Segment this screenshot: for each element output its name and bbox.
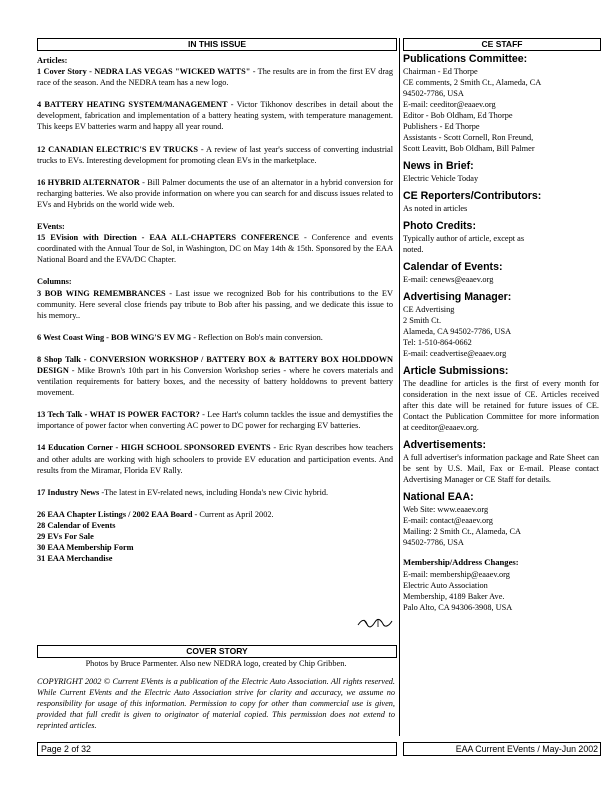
toc-entry-title [37, 145, 198, 154]
toc-entry-title [37, 521, 115, 530]
toc-entry-title [37, 543, 134, 552]
column-divider [399, 38, 400, 736]
cover-story-header [37, 645, 397, 658]
columns-list [37, 288, 393, 498]
cover-story-credit: Photos by Bruce Parmenter. Also new NEDRA logo, created by Chip Gribben. [85, 659, 347, 668]
staff-line: Editor - Bob Oldham, Ed Thorpe [403, 111, 513, 120]
cover-story-section [37, 658, 395, 732]
toc-entry-description: - Bill Palmer documents the use of an alternator in a hybrid conversion for recharging batteries. We also provide information on where you can search for and discuss issues related to EVs and Hybrids on the world wide web. [37, 177, 393, 209]
toc-entry [37, 409, 393, 431]
toc-entry-heading: EAA Merchandise [47, 554, 113, 564]
in-this-issue-title: IN THIS ISSUE [187, 39, 247, 49]
toc-entry-title [37, 100, 228, 109]
toc-entry-heading: BOB WING REMEMBRANCES [44, 288, 166, 298]
publications-committee-lines [403, 66, 599, 154]
toc-entry-title [37, 178, 140, 187]
staff-line: Alameda, CA 94502-7786, USA [403, 327, 512, 336]
toc-entry-description: - Lee Hart's column tackles the issue and demystifies the importance of power factor when converting AC power to DC power for recharging EV batteries. [37, 410, 393, 431]
toc-entry [37, 520, 393, 531]
toc-entry [37, 232, 393, 265]
membership-heading: Membership/Address Changes: [403, 557, 519, 567]
toc-entry-page: 31 [37, 554, 46, 564]
cover-story-title: COVER STORY [186, 646, 248, 656]
article-submissions-text: The deadline for articles is the first of every month for consideration in the next issue of CE. Articles received after this date will be retained for future issues of CE. Contact the Publication Committee for more information at ceeditor@eaaev.org. [403, 379, 599, 432]
calendar-heading: Calendar of Events: [403, 261, 503, 273]
news-in-brief-lines [403, 173, 599, 184]
toc-entry-description: - Last issue we recognized Bob for his contributions to the EV community. Here several close friends pay tribute to Bob after his passing, and we dedicate this issue to his memory.. [37, 288, 393, 320]
in-this-issue-column [37, 55, 393, 564]
toc-entry-page: 16 [37, 177, 46, 187]
staff-line: E-mail: cenews@eaaev.org [403, 275, 494, 284]
advertisements-heading: Advertisements: [403, 439, 487, 451]
toc-entry [37, 66, 393, 88]
advertising-manager-lines [403, 304, 599, 359]
toc-entry-heading: Cover Story - NEDRA LAS VEGAS "WICKED WATTS" [43, 67, 251, 77]
staff-line: Scott Leavitt, Bob Oldham, Bill Palmer [403, 144, 535, 153]
toc-entry-description: - Reflection on Bob's main conversion. [191, 332, 323, 342]
copyright-notice: COPYRIGHT 2002 © Current EVents is a publication of the Electric Auto Association. All rights reserved. While Current EVents and the Electric Auto Association strive for clarity and accuracy, we assume no responsibility for usage of this information. Permission to copy for other than commercial use is given, provided that full credit is given to originator of material copied. This permission does not extend to reprinted articles. [37, 677, 395, 731]
toc-entry-heading: HYBRID ALTERNATOR [47, 177, 140, 187]
toc-entry-page: 6 [37, 332, 42, 342]
toc-entry-description: - Victor Tikhonov describes in detail about the development, fabrication and implementation of a battery heating system, with temperature management. This keeps EV batteries warm and happy all year round. [37, 100, 393, 132]
staff-line: 94502-7786, USA [403, 538, 464, 547]
national-eaa-heading: National EAA: [403, 491, 474, 503]
toc-entry-page: 14 [37, 443, 46, 453]
events-heading: EVents: [37, 222, 65, 232]
ce-staff-column [403, 53, 599, 613]
listings-list [37, 509, 393, 564]
toc-entry [37, 144, 393, 166]
toc-entry-description: - Conference and events coordinated with the Annual Tour de Sol, in Washington, DC on May 14th & 15th. Sponsored by the EAA National Board and the EVA/DC Chapter. [37, 233, 393, 265]
toc-entry [37, 288, 393, 321]
toc-entry-heading: EAA Chapter Listings / 2002 EAA Board [47, 509, 193, 519]
photo-credits-heading: Photo Credits: [403, 220, 476, 232]
toc-entry [37, 99, 393, 132]
reporters-heading: CE Reporters/Contributors: [403, 190, 542, 202]
national-eaa-lines [403, 504, 599, 548]
toc-entry [37, 354, 393, 398]
toc-entry-title [37, 289, 166, 298]
toc-entry-page: 1 [37, 67, 42, 77]
staff-line: Electric Auto Association [403, 581, 488, 590]
photo-credits-lines [403, 233, 599, 255]
toc-entry-page: 13 [37, 410, 46, 420]
footer-issue-box [403, 742, 601, 756]
staff-line: Assistants - Scott Cornell, Ron Freund, [403, 133, 534, 142]
advertising-manager-heading: Advertising Manager: [403, 291, 512, 303]
events-list [37, 232, 393, 265]
staff-line: Mailing: 2 Smith Ct., Alameda, CA [403, 527, 521, 536]
toc-entry-description: - Eric Ryan describes how teachers and other adults are working with high schoolers to provide EV education and participation events. And results from the Miramar, Florida EV Rally. [37, 443, 393, 475]
toc-entry-heading: EVs For Sale [47, 532, 94, 541]
staff-line: Electric Vehicle Today [403, 174, 479, 183]
toc-entry-title [37, 410, 200, 419]
advertisements-text: A full advertiser's information package and Rate Sheet can be sent by U.S. Mail, Fax or E-mail. Please contact Advertising Manager or CE Staff for details. [403, 453, 599, 484]
in-this-issue-header [37, 38, 397, 51]
toc-entry-page: 17 [37, 487, 46, 497]
toc-entry-title [37, 443, 271, 452]
toc-entry-heading: Shop Talk - CONVERSION WORKSHOP / BATTERY BOX & BATTERY BOX HOLDDOWN DESIGN [37, 354, 393, 375]
toc-entry [37, 531, 393, 542]
toc-entry-page: 3 [37, 288, 42, 298]
toc-entry-page: 12 [37, 144, 46, 154]
staff-line: 94502-7786, USA [403, 89, 464, 98]
toc-entry-description: - Mike Brown's 10th part in his Conversion Workshop series - where he covers materials and ventilation requirements for battery boxes, and the necessity of battery holddowns to prevent battery movement. [37, 365, 393, 398]
toc-entry-heading: Industry News [47, 487, 100, 497]
toc-entry-page: 8 [37, 354, 42, 364]
toc-entry [37, 553, 393, 564]
news-in-brief-heading: News in Brief: [403, 160, 474, 172]
toc-entry [37, 332, 393, 343]
toc-entry-heading: West Coast Wing - BOB WING'S EV MG [43, 332, 192, 342]
toc-entry [37, 509, 393, 520]
staff-line: E-mail: contact@eaaev.org [403, 516, 493, 525]
toc-entry-title [37, 488, 99, 497]
toc-entry-description: - The results are in from the first EV drag race of the season. And the NEDRA team has a new logo. [37, 67, 394, 88]
staff-line: Web Site: www.eaaev.org [403, 505, 489, 514]
columns-heading: Columns: [37, 277, 72, 287]
staff-line: As noted in articles [403, 204, 468, 213]
toc-entry-page: 15 [37, 233, 46, 243]
toc-entry-heading: EVision with Direction - EAA ALL-CHAPTERS CONFERENCE [50, 233, 299, 243]
ce-staff-title: CE STAFF [481, 39, 523, 49]
staff-line: Palo Alto, CA 94306-3908, USA [403, 603, 513, 612]
publications-committee-heading: Publications Committee: [403, 53, 528, 65]
toc-entry-title [37, 333, 191, 342]
toc-entry-page: 26 [37, 509, 46, 519]
page-number: Page 2 of 32 [41, 744, 91, 754]
toc-entry-title [37, 532, 94, 541]
staff-line: CE comments, 2 Smith Ct., Alameda, CA [403, 78, 542, 87]
toc-entry-title [37, 233, 299, 242]
toc-entry-title [37, 510, 192, 519]
footer-page-box [37, 742, 397, 756]
toc-entry-description: - Current as April 2002. [192, 509, 274, 519]
article-submissions-heading: Article Submissions: [403, 365, 509, 377]
toc-entry [37, 487, 393, 498]
staff-line: Tel: 1-510-864-0662 [403, 338, 472, 347]
ce-staff-header [403, 38, 601, 51]
toc-entry [37, 177, 393, 210]
issue-label: EAA Current EVents / May-Jun 2002 [455, 744, 598, 754]
toc-entry-title [37, 67, 250, 76]
toc-entry-page: 29 [37, 532, 46, 541]
calendar-lines [403, 274, 599, 285]
staff-line: CE Advertising [403, 305, 455, 314]
staff-line: E-mail: ceeditor@eaaev.org [403, 100, 496, 109]
toc-entry-heading: EAA Membership Form [47, 543, 134, 553]
reporters-lines [403, 203, 599, 214]
toc-entry-page: 30 [37, 543, 46, 553]
toc-entry-description: - A review of last year's success of converting industrial trucks to EVs. Interesting development for promoting clean EVs in the marketplace. [37, 144, 393, 165]
staff-line: E-mail: membership@eaaev.org [403, 570, 510, 579]
staff-line: Typically author of article, except as [403, 234, 525, 243]
toc-entry-heading: Calendar of Events [47, 520, 116, 530]
toc-entry-title [37, 554, 112, 563]
toc-entry-heading: Tech Talk - WHAT IS POWER FACTOR? [47, 410, 200, 420]
staff-line: 2 Smith Ct. [403, 316, 442, 325]
toc-entry-description: -The latest in EV-related news, including Honda's new Civic hybrid. [99, 487, 329, 497]
toc-entry-page: 28 [37, 520, 46, 530]
articles-heading: Articles: [37, 56, 68, 65]
toc-entry-heading: BATTERY HEATING SYSTEM/MANAGEMENT [44, 100, 228, 110]
toc-entry-page: 4 [37, 100, 42, 110]
staff-line: Membership, 4189 Baker Ave. [403, 592, 505, 601]
articles-list [37, 66, 393, 210]
staff-line: Chairman - Ed Thorpe [403, 67, 478, 76]
toc-entry-heading: Education Corner - HIGH SCHOOL SPONSORED EVENTS [48, 443, 271, 453]
toc-entry-heading: CANADIAN ELECTRIC'S EV TRUCKS [48, 144, 198, 154]
staff-line: E-mail: ceadvertise@eaaev.org [403, 349, 507, 358]
handwritten-signature [356, 616, 394, 630]
staff-line: Publishers - Ed Thorpe [403, 122, 480, 131]
toc-entry [37, 542, 393, 553]
membership-lines [403, 569, 599, 613]
toc-entry [37, 442, 393, 475]
staff-line: noted. [403, 245, 424, 254]
